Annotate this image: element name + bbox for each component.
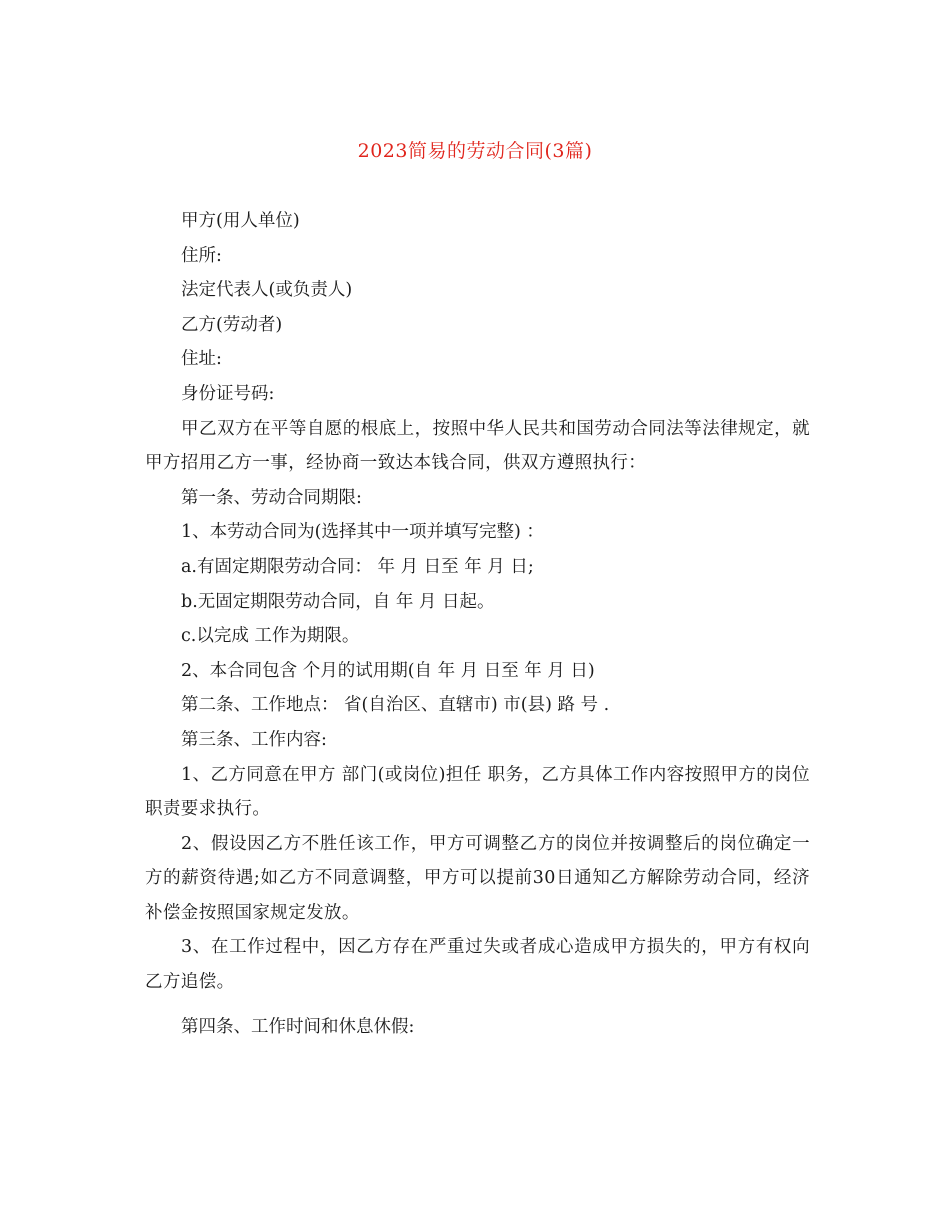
document-body — [145, 204, 810, 1044]
article-1-option-a: a.有固定期限劳动合同： 年 月 日至 年 月 日; — [181, 556, 534, 577]
article-1-option-b: b.无固定期限劳动合同，自 年 月 日起。 — [181, 591, 495, 612]
article-3-item-1: 1、乙方同意在甲方 部门(或岗位)担任 职务，乙方具体工作内容按照甲方的岗位职责要求执行。 — [145, 764, 810, 820]
spacer — [145, 1000, 810, 1010]
article-2-heading: 第二条、工作地点： 省(自治区、直辖市) 市(县) 路 号 . — [181, 695, 610, 716]
article-4-heading: 第四条、工作时间和休息休假: — [181, 1016, 415, 1037]
party-b-line: 乙方(劳动者) — [181, 314, 283, 335]
residence-line: 住所: — [181, 245, 222, 266]
article-1-heading: 第一条、劳动合同期限: — [181, 487, 362, 508]
article-3-heading: 第三条、工作内容: — [181, 729, 327, 750]
article-1-option-c: c.以完成 工作为期限。 — [181, 626, 360, 647]
article-3-item-3: 3、在工作过程中，因乙方存在严重过失或者成心造成甲方损失的，甲方有权向乙方追偿。 — [145, 937, 810, 993]
legal-rep-line: 法定代表人(或负责人) — [181, 280, 353, 301]
article-1-item-2: 2、本合同包含 个月的试用期(自 年 月 日至 年 月 日) — [181, 660, 595, 681]
party-a-line: 甲方(用人单位) — [181, 211, 300, 231]
preamble-paragraph: 甲乙双方在平等自愿的根底上，按照中华人民共和国劳动合同法等法律规定，就甲方招用乙方一事，经协商一致达本钱合同，供双方遵照执行： — [145, 418, 810, 474]
id-number-line: 身份证号码: — [181, 383, 275, 404]
article-1-item-1: 1、本劳动合同为(选择其中一项并填写完整) ： — [181, 522, 544, 543]
document-title: 2023简易的劳动合同(3篇) — [357, 140, 593, 162]
article-3-item-2: 2、假设因乙方不胜任该工作，甲方可调整乙方的岗位并按调整后的岗位确定一方的薪资待遇;如乙方不同意调整，甲方可以提前30日通知乙方解除劳动合同，经济补偿金按照国家规定发放。 — [145, 833, 810, 923]
address-line: 住址: — [181, 349, 222, 370]
